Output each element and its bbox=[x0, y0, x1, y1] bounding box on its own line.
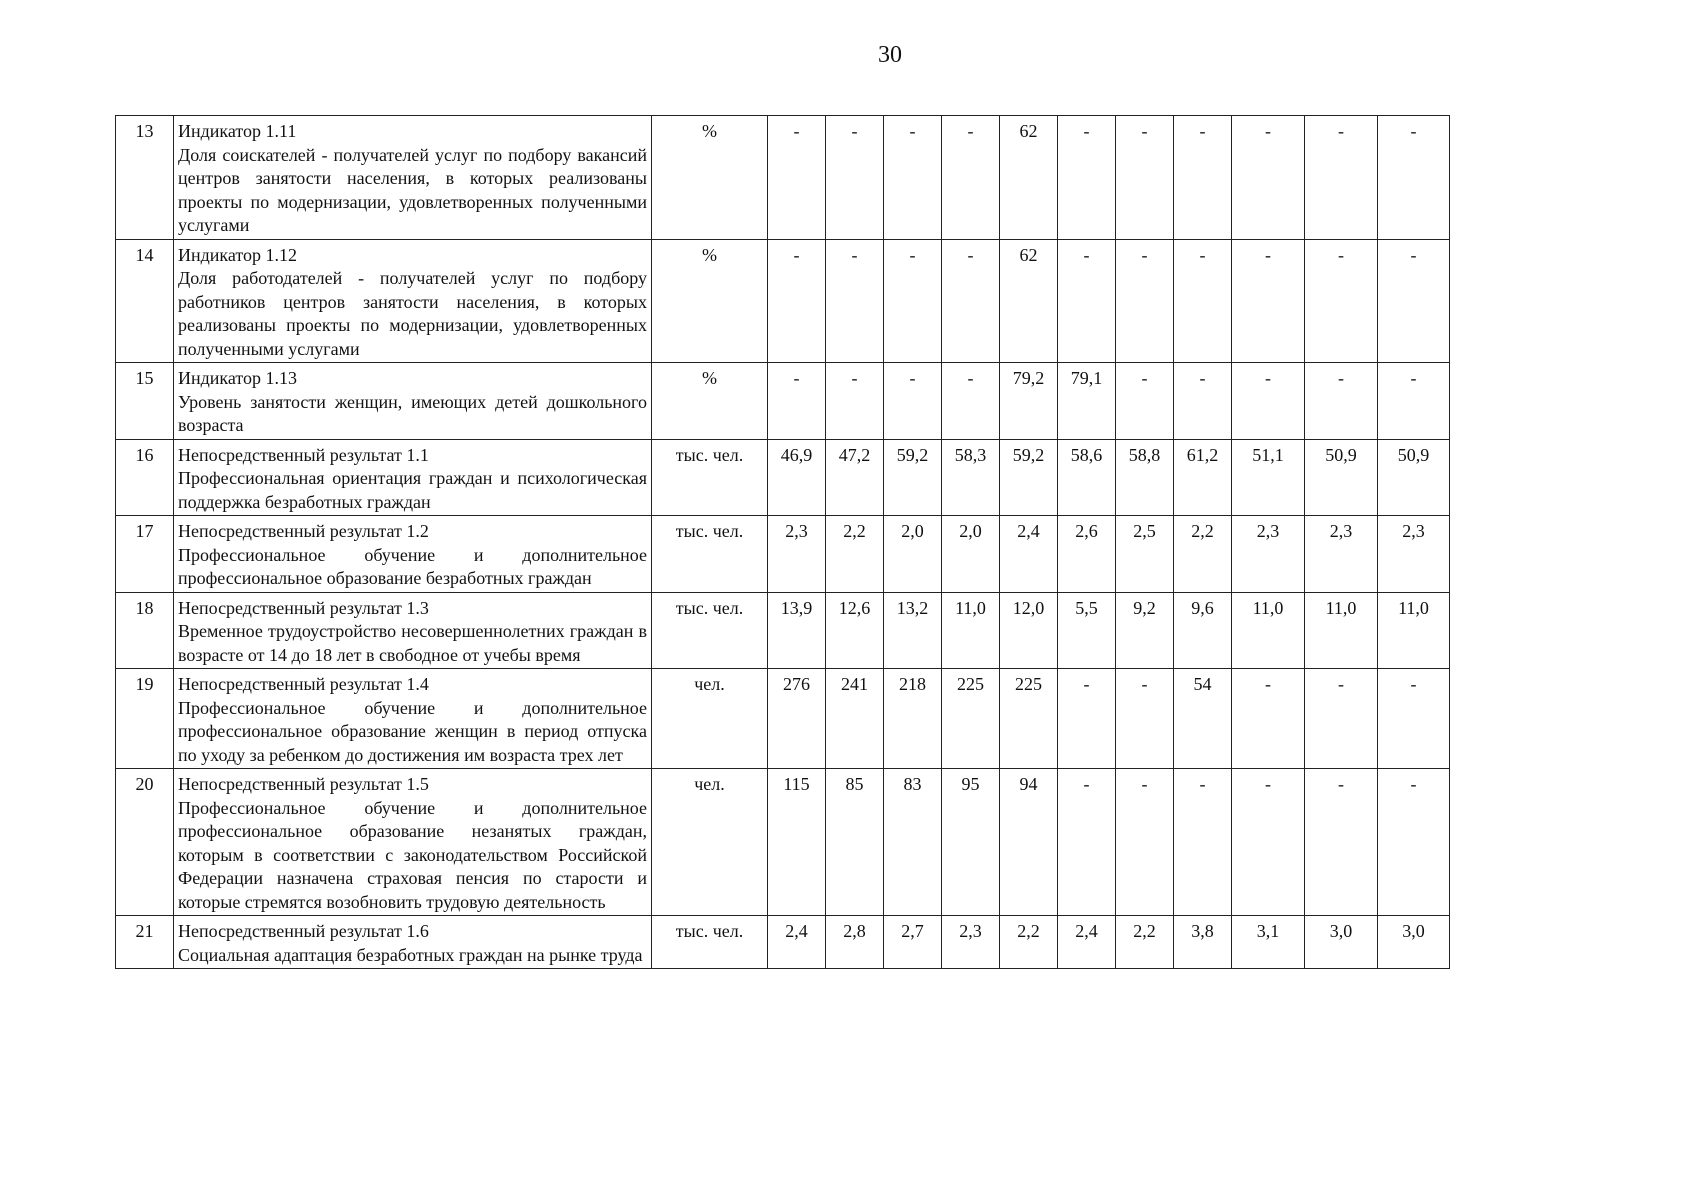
value-cell: 12,6 bbox=[826, 592, 884, 669]
value-cell: 3,8 bbox=[1174, 916, 1232, 969]
value-cell: 95 bbox=[942, 769, 1000, 916]
value-cell: - bbox=[1232, 116, 1305, 240]
value-cell: 2,3 bbox=[768, 516, 826, 593]
value-cell: 11,0 bbox=[942, 592, 1000, 669]
row-number: 14 bbox=[116, 239, 174, 363]
row-title: Непосредственный результат 1.5 bbox=[178, 774, 429, 794]
value-cell: 79,1 bbox=[1058, 363, 1116, 440]
value-cell: 59,2 bbox=[1000, 439, 1058, 516]
value-cell: 11,0 bbox=[1232, 592, 1305, 669]
value-cell: 225 bbox=[942, 669, 1000, 769]
value-cell: - bbox=[1058, 769, 1116, 916]
page-number: 30 bbox=[878, 42, 902, 68]
value-cell: - bbox=[942, 239, 1000, 363]
value-cell: 12,0 bbox=[1000, 592, 1058, 669]
table-body bbox=[116, 116, 1450, 969]
indicators-table bbox=[115, 115, 1450, 969]
value-cell: - bbox=[942, 116, 1000, 240]
value-cell: 2,3 bbox=[1305, 516, 1378, 593]
value-cell: - bbox=[1305, 363, 1378, 440]
row-description bbox=[174, 116, 652, 240]
table-row bbox=[116, 516, 1450, 593]
value-cell: 2,2 bbox=[1116, 916, 1174, 969]
row-description bbox=[174, 239, 652, 363]
value-cell: - bbox=[1058, 239, 1116, 363]
value-cell: - bbox=[1116, 363, 1174, 440]
value-cell: - bbox=[1116, 669, 1174, 769]
row-description bbox=[174, 916, 652, 969]
value-cell: 2,0 bbox=[942, 516, 1000, 593]
value-cell: 11,0 bbox=[1378, 592, 1450, 669]
row-number: 21 bbox=[116, 916, 174, 969]
value-cell: 2,4 bbox=[1000, 516, 1058, 593]
value-cell: 2,8 bbox=[826, 916, 884, 969]
value-cell: - bbox=[1305, 669, 1378, 769]
row-title: Индикатор 1.12 bbox=[178, 244, 298, 265]
value-cell: 2,7 bbox=[884, 916, 942, 969]
row-text: Доля соискателей - получателей услуг по подбору вакансий центров занятости населения, в которых реализованы проекты по модернизации, удовлетворенных полученными услугами bbox=[178, 144, 647, 235]
value-cell: 11,0 bbox=[1305, 592, 1378, 669]
value-cell: - bbox=[1174, 363, 1232, 440]
value-cell: 58,3 bbox=[942, 439, 1000, 516]
value-cell: 9,2 bbox=[1116, 592, 1174, 669]
value-cell: - bbox=[1305, 239, 1378, 363]
row-title: Непосредственный результат 1.3 bbox=[178, 597, 429, 618]
value-cell: 2,2 bbox=[1174, 516, 1232, 593]
table-row bbox=[116, 239, 1450, 363]
value-cell: - bbox=[1232, 769, 1305, 916]
value-cell: 2,3 bbox=[1232, 516, 1305, 593]
row-description bbox=[174, 439, 652, 516]
value-cell: 50,9 bbox=[1305, 439, 1378, 516]
row-title: Непосредственный результат 1.4 bbox=[178, 674, 429, 694]
value-cell: 58,6 bbox=[1058, 439, 1116, 516]
row-number: 17 bbox=[116, 516, 174, 593]
value-cell: 2,3 bbox=[1378, 516, 1450, 593]
value-cell: 2,6 bbox=[1058, 516, 1116, 593]
value-cell: - bbox=[1058, 116, 1116, 240]
value-cell: 59,2 bbox=[884, 439, 942, 516]
value-cell: - bbox=[884, 239, 942, 363]
value-cell: - bbox=[1116, 239, 1174, 363]
table-row bbox=[116, 439, 1450, 516]
table-row bbox=[116, 669, 1450, 769]
value-cell: - bbox=[1232, 669, 1305, 769]
value-cell: - bbox=[1174, 239, 1232, 363]
value-cell: - bbox=[768, 116, 826, 240]
value-cell: - bbox=[1378, 363, 1450, 440]
value-cell: - bbox=[1174, 116, 1232, 240]
row-title: Индикатор 1.13 bbox=[178, 368, 298, 388]
table-row bbox=[116, 916, 1450, 969]
row-number: 20 bbox=[116, 769, 174, 916]
row-unit: тыс. чел. bbox=[652, 916, 768, 969]
row-unit: тыс. чел. bbox=[652, 592, 768, 669]
value-cell: 3,1 bbox=[1232, 916, 1305, 969]
row-number: 13 bbox=[116, 116, 174, 240]
row-unit: тыс. чел. bbox=[652, 516, 768, 593]
value-cell: 58,8 bbox=[1116, 439, 1174, 516]
value-cell: - bbox=[1116, 116, 1174, 240]
row-text: Профессиональная ориентация граждан и психологическая поддержка безработных граждан bbox=[178, 468, 647, 512]
value-cell: 3,0 bbox=[1378, 916, 1450, 969]
value-cell: - bbox=[1232, 363, 1305, 440]
value-cell: 9,6 bbox=[1174, 592, 1232, 669]
row-unit: % bbox=[652, 239, 768, 363]
row-title: Непосредственный результат 1.2 bbox=[178, 521, 429, 541]
value-cell: 2,3 bbox=[942, 916, 1000, 969]
value-cell: - bbox=[1378, 669, 1450, 769]
value-cell: - bbox=[826, 116, 884, 240]
value-cell: 62 bbox=[1000, 116, 1058, 240]
row-text: Уровень занятости женщин, имеющих детей дошкольного возраста bbox=[178, 391, 647, 435]
row-number: 19 bbox=[116, 669, 174, 769]
row-title: Непосредственный результат 1.1 bbox=[178, 444, 429, 465]
table-row bbox=[116, 592, 1450, 669]
value-cell: - bbox=[768, 239, 826, 363]
value-cell: 218 bbox=[884, 669, 942, 769]
row-description bbox=[174, 516, 652, 593]
value-cell: 225 bbox=[1000, 669, 1058, 769]
value-cell: - bbox=[1058, 669, 1116, 769]
table-row bbox=[116, 769, 1450, 916]
value-cell: 83 bbox=[884, 769, 942, 916]
value-cell: - bbox=[1378, 116, 1450, 240]
value-cell: 61,2 bbox=[1174, 439, 1232, 516]
value-cell: - bbox=[826, 239, 884, 363]
row-text: Доля работодателей - получателей услуг по подбору работников центров занятости населения, в которых реализованы проекты по модернизации, удовлетворенных полученными услугами bbox=[178, 268, 647, 359]
value-cell: - bbox=[942, 363, 1000, 440]
row-description bbox=[174, 363, 652, 440]
value-cell: 54 bbox=[1174, 669, 1232, 769]
row-title: Индикатор 1.11 bbox=[178, 121, 297, 141]
value-cell: - bbox=[1378, 769, 1450, 916]
value-cell: 94 bbox=[1000, 769, 1058, 916]
value-cell: 51,1 bbox=[1232, 439, 1305, 516]
value-cell: - bbox=[1174, 769, 1232, 916]
value-cell: - bbox=[1305, 769, 1378, 916]
table-row bbox=[116, 363, 1450, 440]
value-cell: - bbox=[1305, 116, 1378, 240]
value-cell: - bbox=[884, 363, 942, 440]
value-cell: 2,0 bbox=[884, 516, 942, 593]
value-cell: 13,2 bbox=[884, 592, 942, 669]
value-cell: 2,5 bbox=[1116, 516, 1174, 593]
value-cell: 2,2 bbox=[826, 516, 884, 593]
row-text: Временное трудоустройство несовершеннолетних граждан в возрасте от 14 до 18 лет в свободное от учебы время bbox=[178, 621, 647, 665]
row-text: Профессиональное обучение и дополнительное профессиональное образование безработных граждан bbox=[178, 544, 647, 588]
table-row bbox=[116, 116, 1450, 240]
value-cell: 115 bbox=[768, 769, 826, 916]
row-text: Социальная адаптация безработных граждан на рынке труда bbox=[178, 944, 643, 965]
row-number: 18 bbox=[116, 592, 174, 669]
row-description bbox=[174, 592, 652, 669]
row-text: Профессиональное обучение и дополнительное профессиональное образование незанятых граждан, которым в соответствии с законодательством Российской Федерации назначена страховая пенсия по старости и которые стремятся возобновить трудовую деятельность bbox=[178, 797, 647, 912]
row-unit: чел. bbox=[652, 769, 768, 916]
value-cell: - bbox=[826, 363, 884, 440]
value-cell: - bbox=[1232, 239, 1305, 363]
row-unit: % bbox=[652, 363, 768, 440]
value-cell: 2,4 bbox=[1058, 916, 1116, 969]
value-cell: - bbox=[768, 363, 826, 440]
row-text: Профессиональное обучение и дополнительное профессиональное образование женщин в период отпуска по уходу за ребенком до достижения им возраста трех лет bbox=[178, 697, 647, 765]
row-number: 15 bbox=[116, 363, 174, 440]
value-cell: - bbox=[1378, 239, 1450, 363]
value-cell: 2,2 bbox=[1000, 916, 1058, 969]
row-unit: % bbox=[652, 116, 768, 240]
row-unit: тыс. чел. bbox=[652, 439, 768, 516]
value-cell: 241 bbox=[826, 669, 884, 769]
value-cell: 46,9 bbox=[768, 439, 826, 516]
value-cell: 13,9 bbox=[768, 592, 826, 669]
value-cell: 85 bbox=[826, 769, 884, 916]
value-cell: 276 bbox=[768, 669, 826, 769]
value-cell: 47,2 bbox=[826, 439, 884, 516]
value-cell: - bbox=[1116, 769, 1174, 916]
value-cell: 79,2 bbox=[1000, 363, 1058, 440]
row-unit: чел. bbox=[652, 669, 768, 769]
value-cell: 2,4 bbox=[768, 916, 826, 969]
value-cell: 62 bbox=[1000, 239, 1058, 363]
value-cell: 50,9 bbox=[1378, 439, 1450, 516]
row-description bbox=[174, 769, 652, 916]
row-title: Непосредственный результат 1.6 bbox=[178, 921, 429, 941]
value-cell: - bbox=[884, 116, 942, 240]
value-cell: 3,0 bbox=[1305, 916, 1378, 969]
value-cell: 5,5 bbox=[1058, 592, 1116, 669]
row-description bbox=[174, 669, 652, 769]
row-number: 16 bbox=[116, 439, 174, 516]
